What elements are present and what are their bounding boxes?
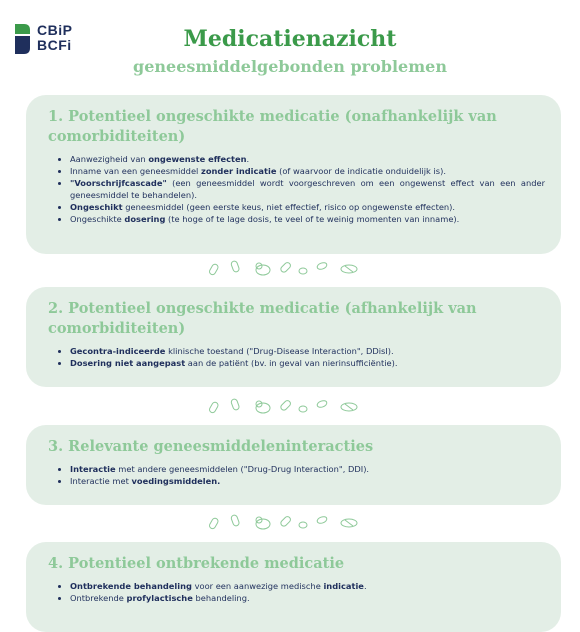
text-segment: (een geneesmiddel wordt voorgeschreven om een ongewenst effect van een ander geneesmiddel te behandelen). xyxy=(70,178,545,200)
list-item xyxy=(70,201,545,213)
section-title-2: 2. Potentieel ongeschikte medicatie (afhankelijk van comorbiditeiten) xyxy=(48,300,477,337)
text-segment: behandeling. xyxy=(192,593,250,603)
section-title-3: 3. Relevante geneesmiddeleninteracties xyxy=(48,438,374,455)
pill-divider-2 xyxy=(0,398,580,414)
text-segment: voor een aanwezige medische xyxy=(191,581,324,591)
list-item xyxy=(70,580,545,592)
list-item xyxy=(70,153,545,165)
pills-icon xyxy=(205,514,375,530)
section-card-1 xyxy=(26,95,561,254)
list-item xyxy=(70,463,545,475)
text-segment: Ongeschikte xyxy=(70,214,125,224)
text-segment: aan de patiënt (bv. in geval van nierinsufficiëntie). xyxy=(185,358,398,368)
text-segment: geneesmiddel (geen eerste keus, niet effectief, risico op ongewenste effecten). xyxy=(122,202,456,212)
bold-text: Gecontra-indiceerde xyxy=(70,346,166,356)
bold-text: zonder indicatie xyxy=(201,166,277,176)
list-item xyxy=(70,475,545,487)
bold-text: profylactische xyxy=(126,593,193,603)
bold-text: dosering xyxy=(124,214,166,224)
pill-divider-1 xyxy=(0,260,580,276)
bold-text: Interactie xyxy=(70,464,116,474)
list-item xyxy=(70,177,545,201)
text-segment: Inname van een geneesmiddel xyxy=(70,166,201,176)
bold-text: Dosering niet aangepast xyxy=(70,358,186,368)
bold-text: Ongeschikt xyxy=(70,202,123,212)
bold-text: Ontbrekende behandeling xyxy=(70,581,192,591)
section-list-1 xyxy=(48,153,545,225)
text-segment: . xyxy=(363,581,367,591)
section-card-4 xyxy=(26,542,561,632)
text-segment: met andere geneesmiddelen ("Drug-Drug Interaction", DDI). xyxy=(115,464,370,474)
list-item xyxy=(70,165,545,177)
bold-text: voedingsmiddelen. xyxy=(131,476,221,486)
text-segment: Aanwezigheid van xyxy=(70,154,149,164)
list-item xyxy=(70,592,545,604)
section-list-3 xyxy=(48,463,545,487)
pill-divider-3 xyxy=(0,514,580,530)
text-segment: . xyxy=(246,154,250,164)
logo-line-1: CBiP xyxy=(37,22,73,38)
section-title-1: 1. Potentieel ongeschikte medicatie (onafhankelijk van comorbiditeiten) xyxy=(48,108,497,145)
page-title: Medicatienazicht xyxy=(183,26,397,52)
list-item xyxy=(70,345,545,357)
list-item xyxy=(70,213,545,225)
section-title-4: 4. Potentieel ontbrekende medicatie xyxy=(48,555,345,572)
pills-icon xyxy=(205,398,375,414)
list-item xyxy=(70,357,545,369)
pills-icon xyxy=(205,260,375,276)
text-segment: Interactie met xyxy=(70,476,132,486)
text-segment: Ontbrekende xyxy=(70,593,127,603)
text-segment: (te hoge of te lage dosis, te veel of te weinig momenten van inname). xyxy=(165,214,460,224)
section-list-2 xyxy=(48,345,545,369)
bold-text: indicatie xyxy=(323,581,364,591)
bold-text: ongewenste effecten xyxy=(148,154,247,164)
logo-line-2: BCFi xyxy=(37,37,72,53)
bold-text: "Voorschrijfcascade" xyxy=(70,178,167,188)
section-list-4 xyxy=(48,580,545,604)
section-card-3 xyxy=(26,425,561,505)
text-segment: (of waarvoor de indicatie onduidelijk is). xyxy=(276,166,446,176)
page-subtitle: geneesmiddelgebonden problemen xyxy=(133,57,447,76)
text-segment: klinische toestand ("Drug-Disease Interaction", DDisI). xyxy=(165,346,394,356)
section-card-2 xyxy=(26,287,561,387)
